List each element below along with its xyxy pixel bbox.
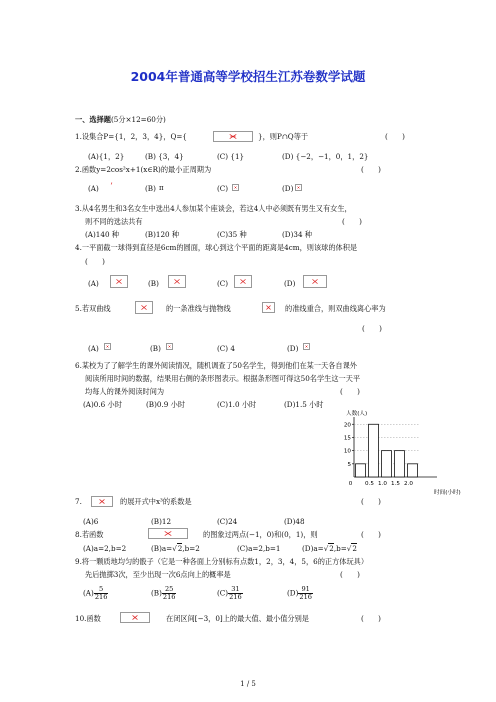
q6-answer-paren: ( ): [340, 387, 360, 396]
q9-option-a-label: (A): [83, 588, 94, 598]
section-heading: [75, 116, 166, 123]
q7-option-c: (C)24: [217, 517, 238, 526]
q9-stem-line1: 9.将一颗质地均匀的骰子（它是一种各面上分别标有点数1，2，3，4，5，6的正方体玩具）: [75, 557, 369, 566]
bar: [356, 464, 366, 477]
broken-image-icon: [214, 132, 252, 141]
q2-option-a: (A): [88, 184, 99, 193]
bar: [382, 451, 392, 477]
q5-option-b: (B): [150, 344, 161, 353]
q2-option-d-image: [295, 184, 302, 191]
x-tick-label: 1.0: [378, 481, 387, 487]
numerator: 5: [94, 586, 109, 594]
q8-text-b: 的图象过两点(−1，0)和(0，1)，则: [203, 530, 318, 539]
q1-formula-image: [213, 131, 253, 142]
broken-image-icon: [105, 344, 110, 349]
broken-image-icon: [233, 185, 238, 190]
sqrt-two: 2: [329, 544, 334, 553]
q8-option-b-label: (B)a=: [151, 544, 173, 553]
broken-image-icon: [92, 497, 112, 506]
section-note: (5分×12=60分): [110, 115, 166, 124]
q8-function-image: [148, 528, 188, 539]
x-tick-label: 0.5: [365, 481, 374, 487]
q2-option-b: (B): [145, 184, 156, 193]
q1-text-b: }，则P∩Q等于: [258, 132, 309, 141]
q5-text-c: 的准线重合，则双曲线离心率为: [285, 304, 386, 313]
page-number: 1 / 5: [240, 680, 256, 688]
broken-image-icon: [111, 276, 127, 287]
q6-stem-line1: 6.某校为了了解学生的课外阅读情况，随机调查了50名学生，得到他们在某一天各自课外: [75, 361, 357, 370]
x-tick-label: 2.0: [404, 481, 413, 487]
q4-option-b-image: [168, 275, 186, 288]
numerator: 31: [228, 586, 243, 594]
broken-image-icon: [169, 276, 185, 287]
denominator: 216: [229, 592, 242, 601]
q4-option-d: (D): [284, 279, 296, 288]
bar: [408, 464, 418, 477]
q9-option-b-label: (B): [151, 588, 162, 598]
denominator: 216: [162, 592, 176, 601]
q8-option-d: (D)a=√2,b=√2: [302, 544, 357, 553]
y-tick-label: 20: [343, 422, 351, 429]
q9-option-d-label: (D): [287, 588, 299, 598]
q9-fraction-a: [94, 586, 109, 601]
q3-stem-line1: 3.从4名男生和3名女生中选出4人参加某个座谈会，若这4人中必须既有男生又有女生，: [75, 204, 352, 213]
y-tick-label: 10: [343, 448, 351, 455]
denominator: 216: [299, 592, 312, 601]
q5-hyperbola-image: [135, 301, 153, 314]
q9-option-c-label: (C): [217, 588, 229, 598]
q7-option-a: (A)6: [83, 517, 99, 526]
q2-stem: 2.函数y=2cos²x+1(x∈R)的最小正周期为: [75, 165, 212, 174]
q3-option-d: (D)34 种: [282, 230, 312, 239]
q9-option-a: [83, 586, 108, 601]
q4-option-a: (A): [88, 279, 99, 288]
q8-option-a: (A)a=2,b=2: [83, 544, 127, 553]
q9-fraction-c: [228, 586, 243, 601]
q9-option-c: [217, 586, 243, 601]
q2-option-d: (D): [282, 184, 294, 193]
q3-stem-line2: 则不同的选法共有: [85, 217, 143, 226]
q9-option-b: [151, 586, 176, 601]
q7-option-d: (D)48: [284, 517, 305, 526]
q10-text-a: 10.函数: [75, 614, 101, 623]
q7-text-a: 7.: [75, 497, 82, 506]
q9-answer-paren: ( ): [340, 570, 360, 579]
q8-option-d-label: (D)a=: [302, 544, 324, 553]
broken-image-icon: [167, 344, 172, 349]
q5-option-d: (D): [287, 344, 299, 353]
q7-binomial-image: [91, 496, 113, 507]
denominator: 216: [94, 592, 108, 601]
numerator: 25: [162, 586, 177, 594]
q5-parabola-image: [262, 302, 275, 313]
q4-option-c-image: [234, 275, 252, 288]
q5-option-d-image: [303, 343, 310, 350]
q1-text-a: 1.设集合P={1，2，3，4}，Q={: [75, 132, 187, 141]
q6-option-b: (B)0.9 小时: [146, 400, 185, 409]
broken-image-icon: [235, 276, 251, 287]
q4-answer-paren: ( ): [85, 257, 105, 266]
q9-fraction-d: [298, 586, 313, 601]
q4-stem: 4.一平面截一球得到直径是6cm的圆面，球心到这个平面的距离是4cm，则该球的体积是: [75, 243, 358, 252]
chart-xlabel: 时间(小时): [434, 490, 461, 496]
q1-option-b: (B) {3，4}: [145, 152, 184, 161]
reading-time-bar-chart: [330, 405, 490, 497]
q2-option-c: (C): [217, 184, 229, 193]
y-tick-label: 15: [343, 435, 351, 442]
q1-option-d: (D) {−2，−1，0，1，2}: [282, 152, 369, 161]
q5-option-c: (C) 4: [217, 344, 235, 353]
q10-answer-paren: ( ): [361, 614, 381, 623]
q5-text-b: 的一条准线与抛物线: [166, 304, 231, 313]
q4-option-d-image: [303, 275, 327, 288]
q2-option-c-image: [232, 184, 239, 191]
x-tick-label: 0: [348, 481, 353, 487]
bar: [369, 424, 379, 477]
q6-stem-line3: 均每人的课外阅读时间为: [85, 387, 165, 396]
broken-image-icon: [304, 344, 309, 349]
q7-option-b: (B)12: [151, 517, 172, 526]
q2-option-a-image: ʼ: [110, 182, 113, 191]
q3-option-b: (B)120 种: [145, 230, 180, 239]
q2-option-b-value: π: [159, 184, 164, 192]
q3-option-c: (C)35 种: [217, 230, 247, 239]
sqrt-two: 2: [352, 544, 357, 553]
q4-option-b: (B): [148, 279, 159, 288]
q3-answer-paren: ( ): [342, 217, 362, 226]
q8-option-b: (B)a=√2,b=2: [151, 544, 200, 553]
q5-option-a-image: [104, 343, 111, 350]
broken-image-icon: [304, 276, 326, 287]
q5-option-b-image: [166, 343, 173, 350]
q8-answer-paren: ( ): [361, 530, 381, 539]
q5-option-a: (A): [88, 344, 99, 353]
q6-option-c: (C)1.0 小时: [217, 400, 257, 409]
broken-image-icon: [263, 303, 274, 312]
q3-option-a: (A)140 种: [85, 230, 119, 239]
numerator: 91: [298, 586, 313, 594]
q8-text-a: 8.若函数: [75, 530, 104, 539]
q1-option-c: (C) {1}: [217, 152, 245, 161]
q10-function-image: [120, 612, 150, 623]
q5-answer-paren: ( ): [362, 324, 382, 333]
bar: [395, 451, 405, 477]
q6-option-d: (D)1.5 小时: [284, 400, 324, 409]
chart-ylabel: 人数(人): [346, 411, 368, 417]
q9-option-d: [287, 586, 313, 601]
q1-option-a: (A){1，2}: [88, 152, 125, 161]
sqrt-two: 2: [177, 544, 183, 553]
q1-answer-paren: ( ): [385, 132, 405, 141]
q6-stem-line2: 阅读所用时间的数据，结果用右侧的条形图表示。根据条形图可得这50名学生这一天平: [85, 374, 361, 383]
q10-text-b: 在闭区间[−3，0]上的最大值、最小值分别是: [166, 614, 309, 623]
broken-image-icon: [296, 185, 301, 190]
q9-fraction-b: [162, 586, 177, 601]
broken-image-icon: [149, 529, 187, 538]
q8-option-b-b: ,b=2: [182, 544, 200, 553]
broken-image-icon: [121, 613, 149, 622]
x-tick-label: 1.5: [391, 481, 400, 487]
q6-option-a: (A)0.6 小时: [83, 400, 122, 409]
q8-option-c: (C)a=2,b=1: [237, 544, 281, 553]
section-title: 一、选择题: [75, 115, 111, 124]
q2-answer-paren: ( ): [361, 165, 381, 174]
q4-option-a-image: [110, 275, 128, 288]
page-title: 2004年普通高等学校招生江苏卷数学试题: [130, 69, 366, 84]
q7-text-b: 的展开式中x³的系数是: [120, 497, 192, 506]
q5-text-a: 5.若双曲线: [75, 304, 111, 313]
q9-stem-line2: 先后抛掷3次，至少出现一次6点向上的概率是: [85, 570, 231, 579]
q4-option-c: (C): [217, 279, 229, 288]
broken-image-icon: [136, 302, 152, 313]
q7-answer-paren: ( ): [361, 497, 381, 506]
q1-stem: [75, 133, 187, 140]
q8-option-d-b: ,b=: [333, 544, 347, 553]
y-tick-label: 5: [347, 461, 351, 468]
